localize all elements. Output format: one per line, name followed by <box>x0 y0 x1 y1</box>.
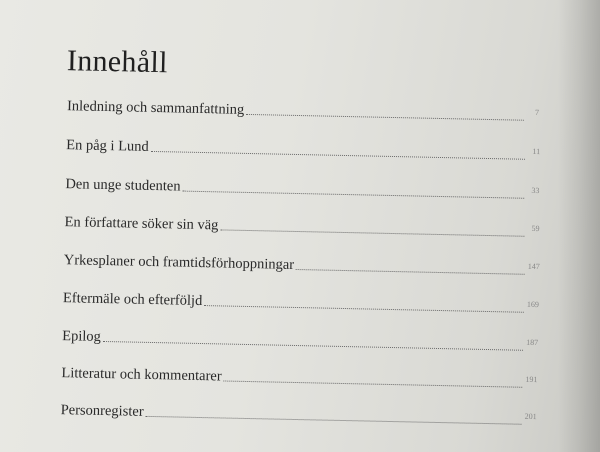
toc-entry-page: 7 <box>534 107 540 118</box>
toc-entry-page: 191 <box>525 374 538 385</box>
toc-entry-title: Den unge studenten <box>65 176 181 195</box>
toc-entry <box>62 326 538 354</box>
toc-entry <box>61 400 537 428</box>
toc-entry-title: Yrkesplaner och framtidsförhoppningar <box>63 252 295 273</box>
dot-leader <box>224 380 523 387</box>
toc-entry-title: En påg i Lund <box>66 137 149 155</box>
toc-entry-page: 33 <box>531 185 540 196</box>
toc-entry-title: Litteratur och kommentarer <box>61 365 222 385</box>
toc-entry <box>66 135 540 163</box>
toc-entry-title: Personregister <box>60 402 144 420</box>
toc-entry-page: 169 <box>526 299 540 310</box>
toc-entry-title: Eftermäle och efterföljd <box>62 290 203 310</box>
toc-heading: Innehåll <box>66 44 169 80</box>
page-edge-shadow <box>558 0 600 452</box>
dot-leader <box>151 151 525 160</box>
toc-entry <box>61 363 537 391</box>
toc-entry-page: 147 <box>527 261 540 272</box>
dot-leader <box>182 191 524 199</box>
toc-entry <box>65 174 539 202</box>
toc-entry-page: 11 <box>532 146 541 157</box>
dot-leader <box>204 305 524 313</box>
toc-entry-title: Epilog <box>62 328 102 345</box>
toc-entry <box>63 288 539 316</box>
toc-entry <box>64 212 539 240</box>
dot-leader <box>246 114 524 121</box>
toc-entry <box>67 96 539 124</box>
toc-entry <box>64 250 540 278</box>
dot-leader <box>296 269 525 275</box>
toc-entry-title: En författare söker sin väg <box>64 214 219 234</box>
dot-leader <box>145 416 521 425</box>
dot-leader <box>220 229 524 236</box>
toc-entry-page: 59 <box>531 223 540 234</box>
dot-leader <box>103 341 523 351</box>
toc-entry-title: Inledning och sammanfattning <box>66 98 245 118</box>
toc-entry-page: 201 <box>524 411 537 422</box>
toc-entry-page: 187 <box>526 337 539 348</box>
